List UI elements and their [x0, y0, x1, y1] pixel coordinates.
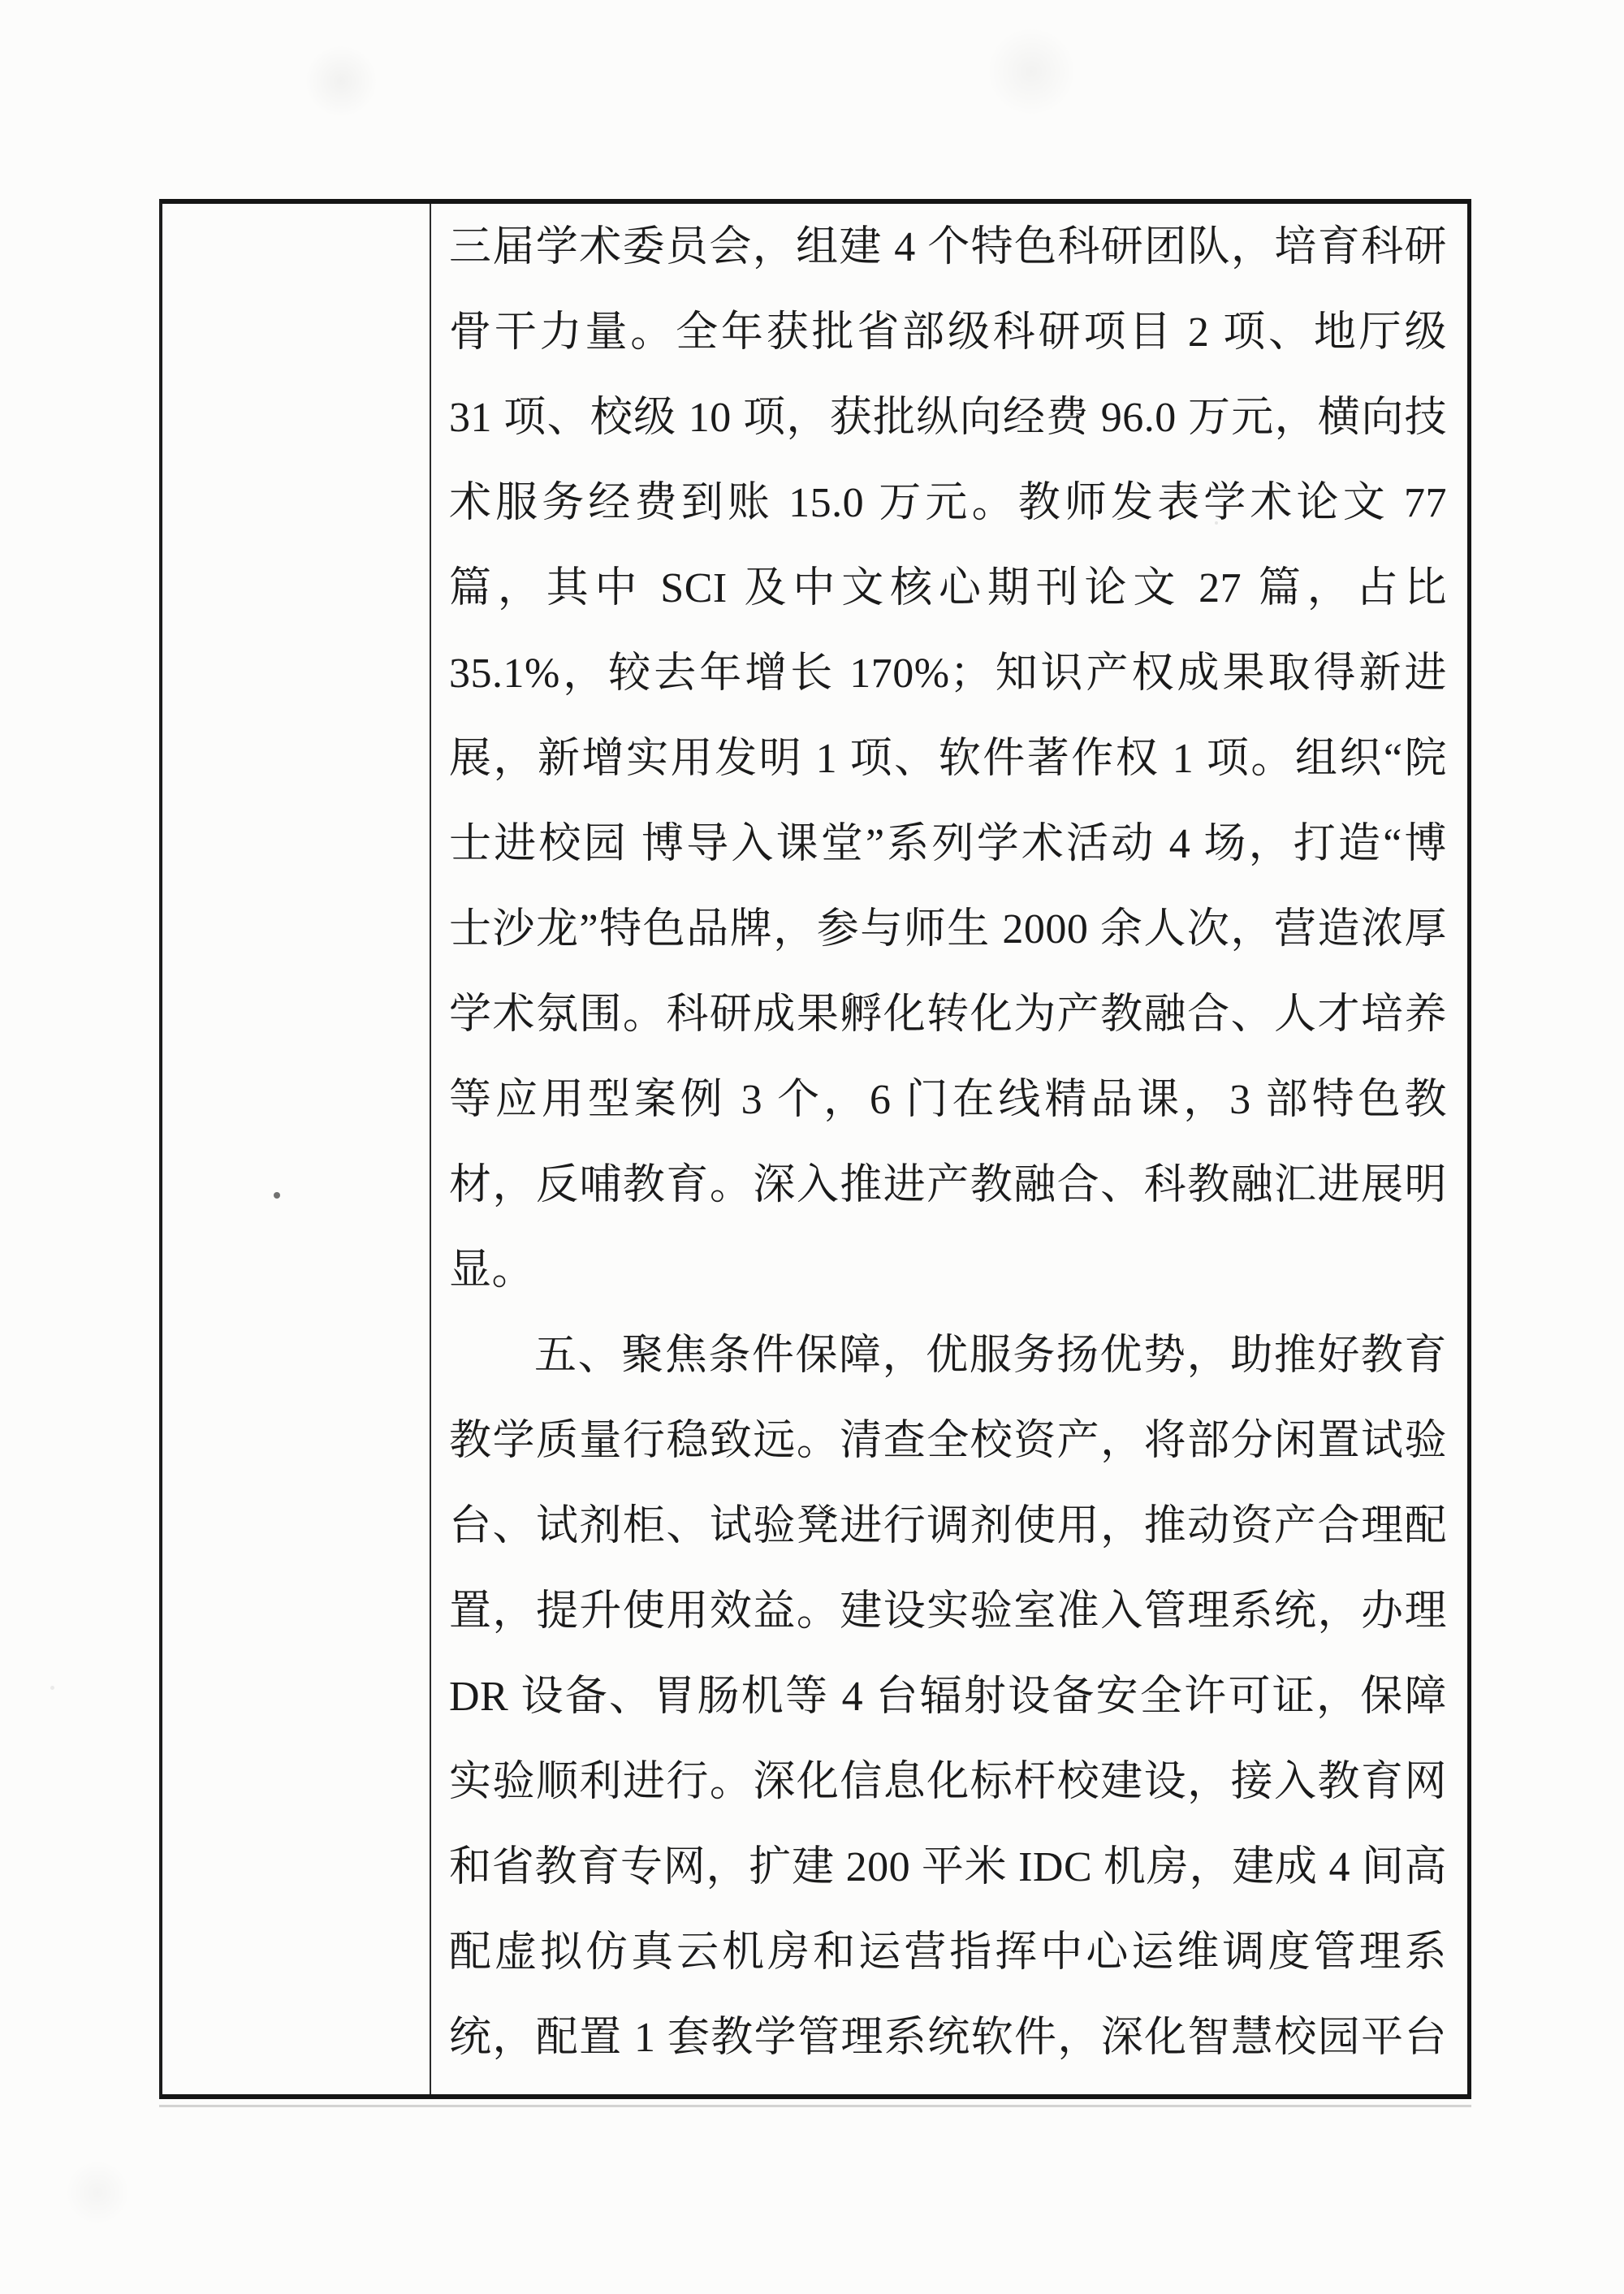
text-line: 实验顺利进行。深化信息化标杆校建设，接入教育网	[449, 1759, 1447, 1805]
text-line: 配虚拟仿真云机房和运营指挥中心运维调度管理系	[449, 1929, 1447, 1976]
table-left-cell	[162, 204, 431, 2094]
text-line: 篇，其中 SCI 及中文核心期刊论文 27 篇，占比	[449, 565, 1447, 611]
text-line: 术服务经费到账 15.0 万元。教师发表学术论文 77	[449, 480, 1447, 526]
text-line: 士进校园 博导入课堂”系列学术活动 4 场，打造“博	[449, 821, 1447, 867]
text-line: 士沙龙”特色品牌，参与师生 2000 余人次，营造浓厚	[449, 906, 1447, 953]
text-line: 学术氛围。科研成果孵化转化为产教融合、人才培养	[449, 991, 1447, 1038]
text-line: 等应用型案例 3 个，6 门在线精品课，3 部特色教	[449, 1077, 1447, 1123]
text-line: 统，配置 1 套教学管理系统软件，深化智慧校园平台	[449, 2015, 1447, 2061]
text-line: 三届学术委员会，组建 4 个特色科研团队，培育科研	[449, 224, 1447, 270]
report-table	[159, 199, 1471, 2099]
text-line: 31 项、校级 10 项，获批纵向经费 96.0 万元，横向技	[449, 395, 1447, 441]
text-line: 材，反哺教育。深入推进产教融合、科教融汇进展明	[449, 1162, 1447, 1208]
text-line: DR 设备、胃肠机等 4 台辐射设备安全许可证，保障	[449, 1674, 1447, 1720]
text-line: 教学质量行稳致远。清查全校资产，将部分闲置试验	[449, 1418, 1447, 1464]
scan-speck	[274, 1192, 280, 1199]
text-line: 显。	[449, 1247, 535, 1294]
scan-speck	[1215, 521, 1218, 525]
text-line: 35.1%，较去年增长 170%；知识产权成果取得新进	[449, 650, 1447, 697]
table-right-cell	[431, 204, 1467, 2094]
text-line: 展，新增实用发明 1 项、软件著作权 1 项。组织“院	[449, 736, 1447, 782]
text-line: 台、试剂柜、试验凳进行调剂使用，推动资产合理配	[449, 1503, 1447, 1549]
text-line: 骨干力量。全年获批省部级科研项目 2 项、地厅级	[449, 309, 1447, 356]
text-line: 置，提升使用效益。建设实验室准入管理系统，办理	[449, 1588, 1447, 1635]
text-line: 和省教育专网，扩建 200 平米 IDC 机房，建成 4 间高	[449, 1844, 1447, 1890]
scan-shadow-line	[159, 2105, 1471, 2107]
scan-speck	[50, 1686, 54, 1690]
text-line-paragraph-start: 五、聚焦条件保障，优服务扬优势，助推好教育	[534, 1333, 1447, 1379]
